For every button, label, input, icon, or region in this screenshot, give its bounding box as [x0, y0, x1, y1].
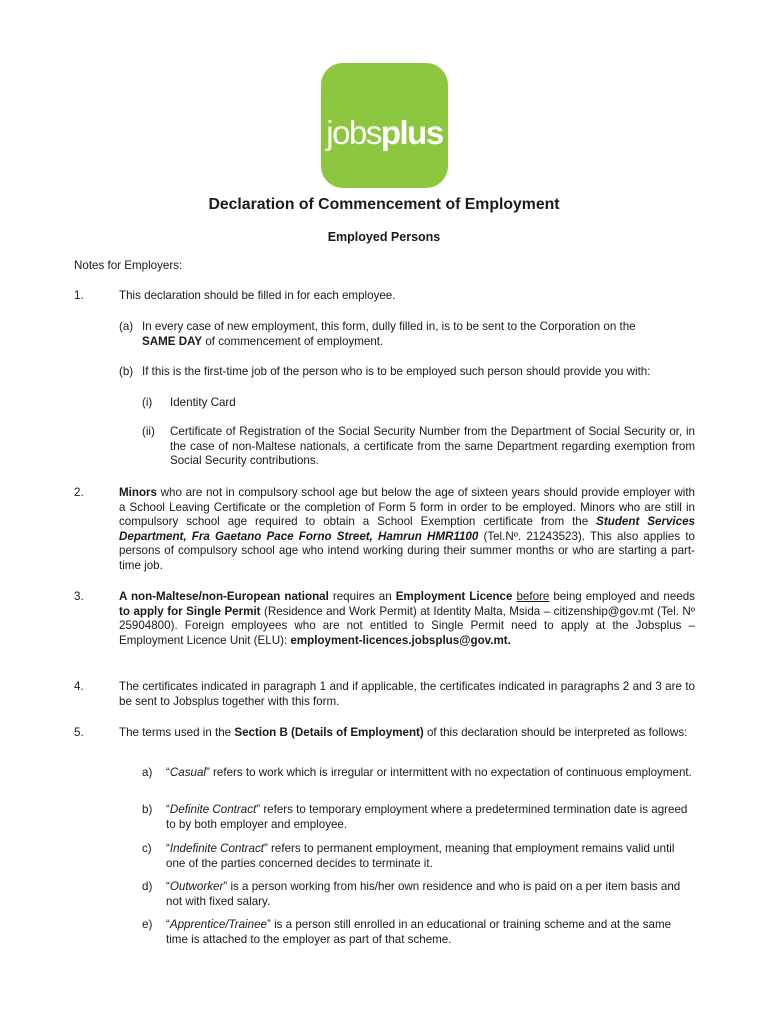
- def-a-label: a): [142, 766, 153, 779]
- item-3-number: 3.: [74, 590, 84, 603]
- def-e-text: [166, 918, 695, 947]
- def-c-quote: “: [166, 842, 170, 855]
- item-5-text: [119, 726, 695, 741]
- def-c-label: c): [142, 842, 152, 855]
- item-1a-text-part2: of commencement of employment.: [202, 334, 384, 348]
- item-4-number: 4.: [74, 680, 84, 693]
- item-1b-text: If this is the first-time job of the person who is to be employed such person should provide you with:: [142, 365, 651, 378]
- item-3-underline-before: before: [516, 590, 550, 603]
- item-3-bold-permit: to apply for Single Permit: [119, 604, 261, 618]
- item-1a-text: [142, 320, 695, 349]
- def-e-label: e): [142, 918, 153, 931]
- item-2-bold-minors: Minors: [119, 486, 158, 499]
- item-2-text-part2: (Tel.Nº. 21243523). This also applies to persons of compulsory school age who intend working during their summer months or who are starting a part-time job.: [119, 529, 695, 572]
- def-c-text: [166, 842, 695, 871]
- item-3-text-part3: being employed and needs: [549, 590, 695, 603]
- def-a-text: [166, 766, 695, 781]
- item-2-number: 2.: [74, 486, 84, 499]
- def-d-quote: “: [166, 880, 170, 893]
- logo-prefix: jobs: [326, 114, 381, 151]
- item-1b-i-text: Identity Card: [170, 396, 236, 409]
- def-b-term: Definite Contract: [169, 803, 257, 816]
- item-3-text-part1: requires an: [328, 590, 396, 603]
- item-1a-bold: SAME DAY: [142, 334, 203, 348]
- def-b-rest: ” refers to temporary employment where a predetermined termination date is agreed to by both employer and employee.: [166, 803, 688, 831]
- jobsplus-logo: [321, 63, 448, 188]
- def-e-quote: “: [166, 918, 170, 931]
- logo-suffix: plus: [380, 114, 443, 151]
- item-1b-label: (b): [119, 365, 134, 378]
- def-d-text: [166, 880, 695, 909]
- item-1a-label: (a): [119, 320, 134, 333]
- item-5-text-part1: The terms used in the: [119, 726, 235, 739]
- def-b-text: [166, 803, 695, 832]
- def-d-label: d): [142, 880, 153, 893]
- item-2-address: Student Services Department, Fra Gaetano Pace Forno Street, Hamrun HMR1100: [119, 515, 695, 543]
- item-5-bold-section: Section B (Details of Employment): [234, 726, 424, 739]
- item-1-number: 1.: [74, 289, 84, 302]
- item-1b-i-label: (i): [142, 396, 153, 409]
- item-1a-text-part1: In every case of new employment, this form, dully filled in, is to be sent to the Corporation on the: [142, 320, 636, 333]
- def-b-label: b): [142, 803, 153, 816]
- notes-label: Notes for Employers:: [74, 259, 183, 272]
- item-1b-ii-text: Certificate of Registration of the Social Security Number from the Department of Social Security or, in the case of non-Maltese nationals, a certificate from the same Department regarding exemption from Social Security contributions.: [170, 425, 695, 467]
- document-subtitle: Employed Persons: [327, 230, 441, 244]
- item-3-text: [119, 590, 695, 648]
- def-b-quote: “: [166, 803, 170, 816]
- def-c-rest: ” refers to permanent employment, meaning that employment remains valid until one of the parties concerned decides to terminate it.: [166, 842, 675, 870]
- def-e-term: Apprentice/Trainee: [169, 918, 267, 931]
- item-2-text: [119, 486, 695, 573]
- def-e-rest: ” is a person still enrolled in an educational or training scheme and at the same time is attached to the employer as part of that scheme.: [166, 918, 672, 946]
- item-3-email: employment-licences.jobsplus@gov.mt.: [290, 633, 511, 647]
- def-a-quote: “: [166, 766, 170, 779]
- item-1-text: This declaration should be filled in for each employee.: [119, 289, 396, 302]
- def-c-term: Indefinite Contract: [169, 842, 264, 855]
- item-3-bold-national: A non-Maltese/non-European national: [119, 590, 329, 603]
- logo-wordmark: [321, 113, 448, 153]
- def-a-term: Casual: [169, 766, 206, 779]
- item-4-text: The certificates indicated in paragraph 1 and if applicable, the certificates indicated in paragraphs 2 and 3 are to be sent to Jobsplus together with this form.: [119, 680, 695, 708]
- item-5-text-part2: of this declaration should be interpreted as follows:: [423, 726, 688, 739]
- item-2-text-part1: who are not in compulsory school age but below the age of sixteen years should provide employer with a School Leaving Certificate or the completion of Form 5 form in order to be employed. Minors who are still in compulsory school age required to obtain a School Exemption certificate from the: [119, 486, 695, 528]
- item-3-bold-licence: Employment Licence: [395, 590, 513, 603]
- item-3-text-part4: (Residence and Work Permit) at Identity Malta, Msida – citizenship@gov.mt (Tel. Nº 25904800). Foreign employees who are not entitled to Single Permit need to apply at the Jobsplus – Employment Licence Unit (ELU):: [119, 604, 695, 647]
- item-1b-ii-label: (ii): [142, 425, 155, 438]
- def-d-term: Outworker: [169, 880, 224, 893]
- item-5-number: 5.: [74, 726, 84, 739]
- document-title: Declaration of Commencement of Employment: [208, 196, 560, 213]
- def-d-rest: ” is a person working from his/her own residence and who is paid on a per item basis and not with fixed salary.: [166, 880, 681, 908]
- def-a-rest: ” refers to work which is irregular or intermittent with no expectation of continuous employment.: [205, 766, 692, 779]
